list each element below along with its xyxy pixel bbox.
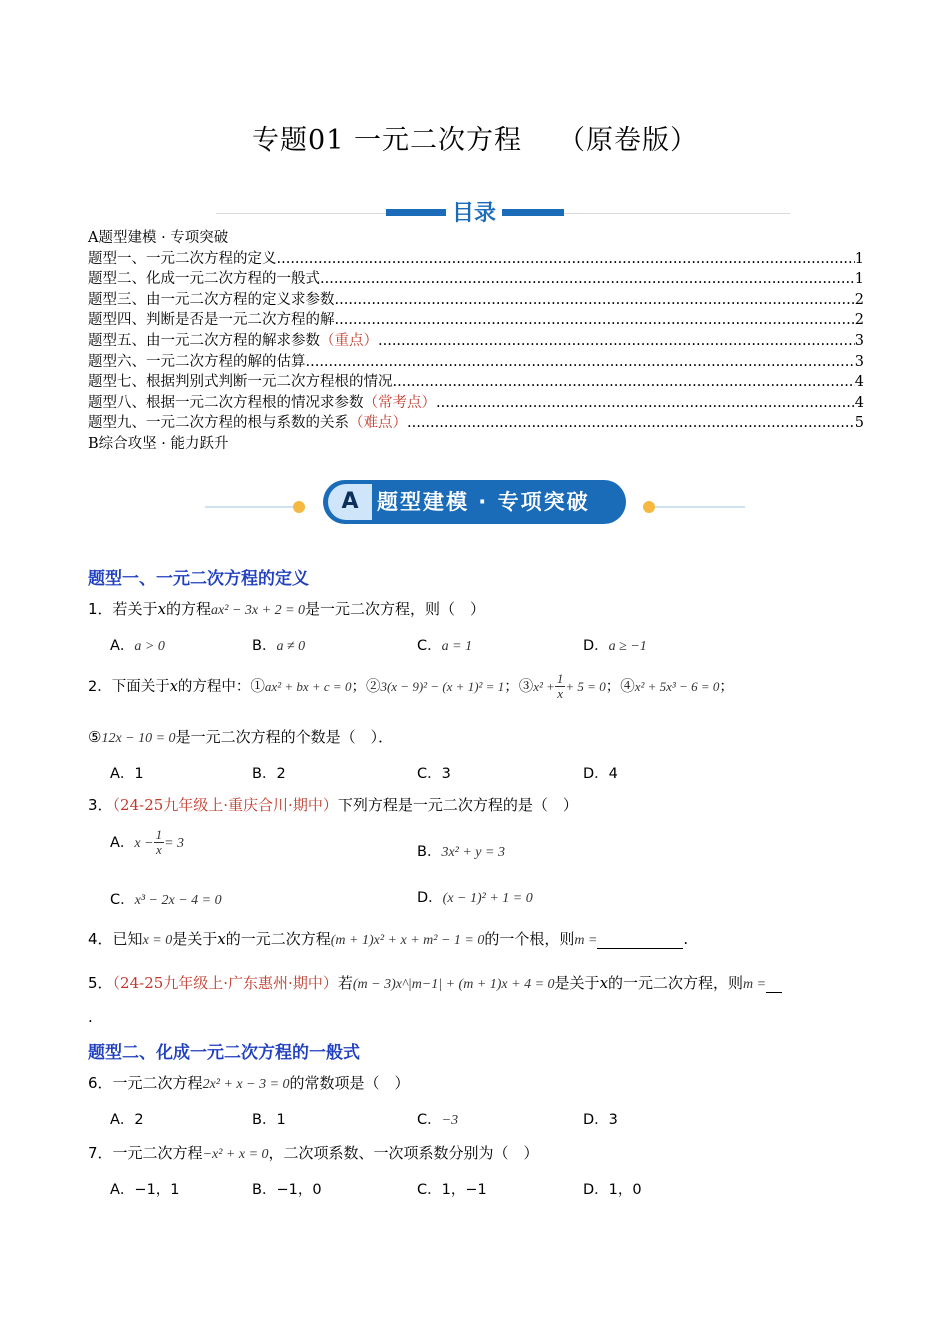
toc-part-a[interactable]: A题型建模 · 专项突破 <box>88 230 229 246</box>
option-a[interactable]: A．−1，1 <box>110 1182 180 1198</box>
question-5-tail: . <box>88 1008 93 1026</box>
equation: −x² + x = 0 <box>202 1147 269 1162</box>
equation: (m − 3)x^|m−1| + (m + 1)x + 4 = 0 <box>352 977 555 992</box>
option-b[interactable]: B．2 <box>252 766 286 782</box>
section-heading-1: 题型一、一元二次方程的定义 <box>88 569 309 589</box>
equation: ax² + bx + c = 0 <box>264 678 352 694</box>
section-banner <box>205 480 745 526</box>
toc-heading: 目录 <box>446 196 502 227</box>
question-4: 4．已知x = 0是关于x的一元二次方程(m + 1)x² + x + m² − 1 = 0的一个根，则m = . <box>88 930 689 948</box>
toc-item[interactable]: 题型四、判断是否是一元二次方程的解 ..... 2 <box>88 310 864 331</box>
banner-dot-right <box>643 501 655 513</box>
option-b[interactable]: B．3x² + y = 3 <box>417 844 505 860</box>
question-1: 1．若关于x的方程ax² − 3x + 2 = 0是一元二次方程，则（ ） <box>88 600 486 618</box>
toc-item[interactable]: 题型七、根据判别式判断一元二次方程根的情况 ..... 4 <box>88 372 864 393</box>
toc-header <box>216 196 790 228</box>
question-6: 6．一元二次方程2x² + x − 3 = 0的常数项是（ ） <box>88 1074 410 1092</box>
option-d[interactable]: D．a ≥ −1 <box>583 638 647 654</box>
page-title <box>0 118 950 157</box>
title-sub: （原卷版） <box>557 125 698 156</box>
equation: 2x² + x − 3 = 0 <box>202 1077 290 1092</box>
title-main: 专题01 一元二次方程 <box>252 125 522 156</box>
question-2-line2: ⑤12x − 10 = 0是一元二次方程的个数是（ ）． <box>88 728 394 746</box>
toc-item[interactable]: 题型一、一元二次方程的定义 ..... 1 <box>88 249 864 270</box>
banner-text: 题型建模 · 专项突破 <box>377 490 590 514</box>
answer-blank[interactable] <box>597 930 683 949</box>
fraction: $\frac{1}{x}$ <box>556 671 564 702</box>
equation: x² + 5x³ − 6 = 0 <box>634 678 720 694</box>
equation: ax² − 3x + 2 = 0 <box>211 603 306 618</box>
question-source: （24-25九年级上·广东惠州·期中） <box>112 974 338 992</box>
option-c[interactable]: C．a = 1 <box>417 638 473 654</box>
banner-letter: A <box>328 484 372 520</box>
section-heading-2: 题型二、化成一元二次方程的一般式 <box>88 1043 360 1063</box>
option-d[interactable]: D．3 <box>583 1112 618 1128</box>
option-b[interactable]: B．1 <box>252 1112 286 1128</box>
option-a[interactable]: A．a > 0 <box>110 638 165 654</box>
option-d[interactable]: D．1，0 <box>583 1182 642 1198</box>
question-source: （24-25九年级上·重庆合川·期中） <box>112 796 338 814</box>
option-a[interactable]: A．2 <box>110 1112 144 1128</box>
toc-item[interactable]: 题型六、一元二次方程的解的估算 ..... 3 <box>88 352 864 373</box>
option-a[interactable]: A．x − $\frac{1}{x}$ = 3 <box>110 827 185 858</box>
toc-part-b[interactable]: B综合攻坚 · 能力跃升 <box>88 435 229 452</box>
toc-item[interactable]: 题型五、由一元二次方程的解求参数 （重点） ..... 3 <box>88 331 864 352</box>
equation: x² + <box>533 678 555 694</box>
option-b[interactable]: B．−1，0 <box>252 1182 322 1198</box>
question-2: 2．下面关于x的方程中：①ax² + bx + c = 0；②3(x − 9)² − (x + 1)² = 1；③x² + $\frac{1}{x}$ + 5 = 0；④x² + 5x³ − 6 = 0； <box>88 671 734 702</box>
equation: 12x − 10 = 0 <box>101 731 176 746</box>
equation: + 5 = 0 <box>565 678 606 694</box>
toc-item[interactable]: 题型八、根据一元二次方程根的情况求参数 （常考点） ..... 4 <box>88 393 864 414</box>
option-c[interactable]: C．1，−1 <box>417 1182 487 1198</box>
banner-line-left <box>205 506 300 508</box>
option-c[interactable]: C．−3 <box>417 1112 459 1128</box>
banner-dot-left <box>293 501 305 513</box>
option-b[interactable]: B．a ≠ 0 <box>252 638 306 654</box>
question-3: 3．（24-25九年级上·重庆合川·期中）下列方程是一元二次方程的是（ ） <box>88 796 578 814</box>
equation: 3(x − 9)² − (x + 1)² = 1 <box>380 678 505 694</box>
question-7: 7．一元二次方程−x² + x = 0，二次项系数、一次项系数分别为（ ） <box>88 1144 539 1162</box>
option-c[interactable]: C．3 <box>417 766 451 782</box>
toc-item[interactable]: 题型三、由一元二次方程的定义求参数 ..... 2 <box>88 290 864 311</box>
option-c[interactable]: C．x³ − 2x − 4 = 0 <box>110 892 222 908</box>
table-of-contents <box>88 228 864 455</box>
option-d[interactable]: D．(x − 1)² + 1 = 0 <box>417 890 533 906</box>
toc-bar-left <box>386 209 446 216</box>
question-5: 5．（24-25九年级上·广东惠州·期中）若(m − 3)x^|m−1| + (m + 1)x + 4 = 0是关于x的一元二次方程，则m = <box>88 972 782 993</box>
answer-blank[interactable] <box>766 974 782 993</box>
banner-line-right <box>651 506 745 508</box>
toc-item[interactable]: 题型九、一元二次方程的根与系数的关系 （难点） ..... 5 <box>88 413 864 434</box>
option-a[interactable]: A．1 <box>110 766 144 782</box>
toc-bar-right <box>502 209 564 216</box>
fraction: $\frac{1}{x}$ <box>155 827 163 858</box>
option-d[interactable]: D．4 <box>583 766 618 782</box>
toc-item[interactable]: 题型二、化成一元二次方程的一般式 ..... 1 <box>88 269 864 290</box>
